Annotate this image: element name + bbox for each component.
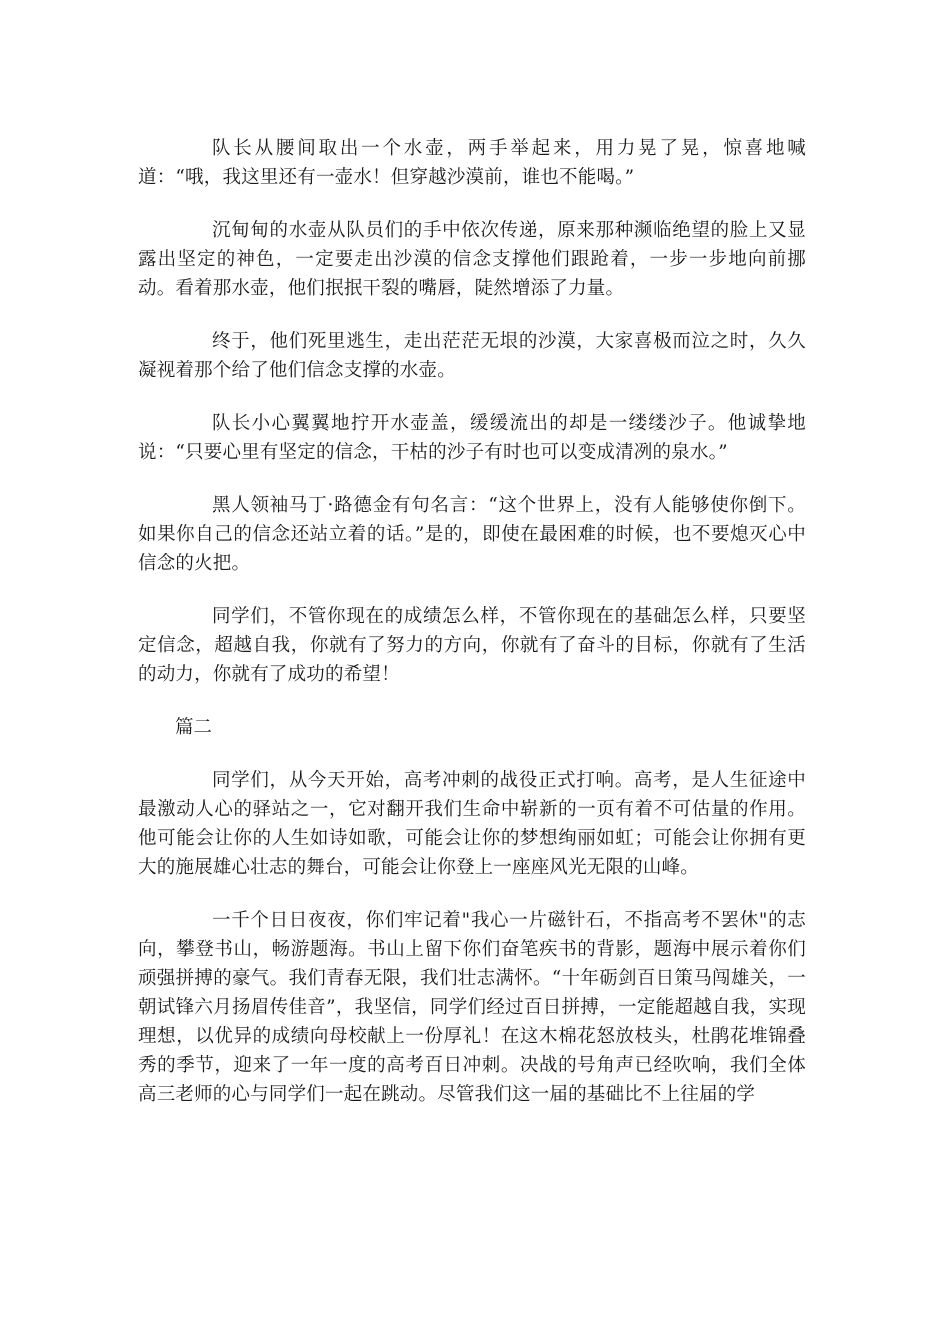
paragraph: 黑人领袖马丁·路德金有句名言：“这个世界上，没有人能够使你倒下。如果你自己的信念还站立着的话。”是的，即使在最困难的时候，也不要熄灭心中信念的火把。 [138, 495, 806, 574]
paragraph: 队长从腰间取出一个水壶，两手举起来，用力晃了晃，惊喜地喊道：“哦，我这里还有一壶水！但穿越沙漠前，谁也不能喝。” [138, 138, 806, 188]
paragraph: 队长小心翼翼地拧开水壶盖，缓缓流出的却是一缕缕沙子。他诚挚地说：“只要心里有坚定的信念，干枯的沙子有时也可以变成清冽的泉水。” [138, 413, 806, 463]
paragraph: 沉甸甸的水壶从队员们的手中依次传递，原来那种濒临绝望的脸上又显露出坚定的神色，一定要走出沙漠的信念支撑他们跟跄着，一步一步地向前挪动。看着那水壶，他们抿抿干裂的嘴唇，陡然增添了力量。 [138, 220, 806, 299]
section-heading: 篇二 [175, 717, 213, 738]
paragraph: 一千个日日夜夜，你们牢记着"我心一片磁针石，不指高考不罢休"的志向，攀登书山，畅游题海。书山上留下你们奋笔疾书的背影，题海中展示着你们顽强拼搏的豪气。我们青春无限，我们壮志满怀。“十年砺剑百日策马闯雄关，一朝试锋六月扬眉传佳音”，我坚信，同学们经过百日拼搏，一定能超越自我，实现理想，以优异的成绩向母校献上一份厚礼！在这木棉花怒放枝头，杜鹃花堆锦叠秀的季节，迎来了一年一度的高考百日冲刺。决战的号角声已经吹响，我们全体高三老师的心与同学们一起在跳动。尽管我们这一届的基础比不上往届的学 [138, 910, 806, 1105]
paragraph: 同学们，不管你现在的成绩怎么样，不管你现在的基础怎么样，只要坚定信念，超越自我，你就有了努力的方向，你就有了奋斗的目标，你就有了生活的动力，你就有了成功的希望！ [138, 606, 806, 685]
document-body [138, 134, 806, 1133]
paragraph: 终于，他们死里逃生，走出茫茫无垠的沙漠，大家喜极而泣之时，久久凝视着那个给了他们信念支撑的水壶。 [138, 331, 806, 381]
paragraph: 同学们，从今天开始，高考冲刺的战役正式打响。高考，是人生征途中最激动人心的驿站之一，它对翻开我们生命中崭新的一页有着不可估量的作用。他可能会让你的人生如诗如歌，可能会让你的梦想绚丽如虹；可能会让你拥有更大的施展雄心壮志的舞台，可能会让你登上一座座风光无限的山峰。 [138, 770, 806, 878]
